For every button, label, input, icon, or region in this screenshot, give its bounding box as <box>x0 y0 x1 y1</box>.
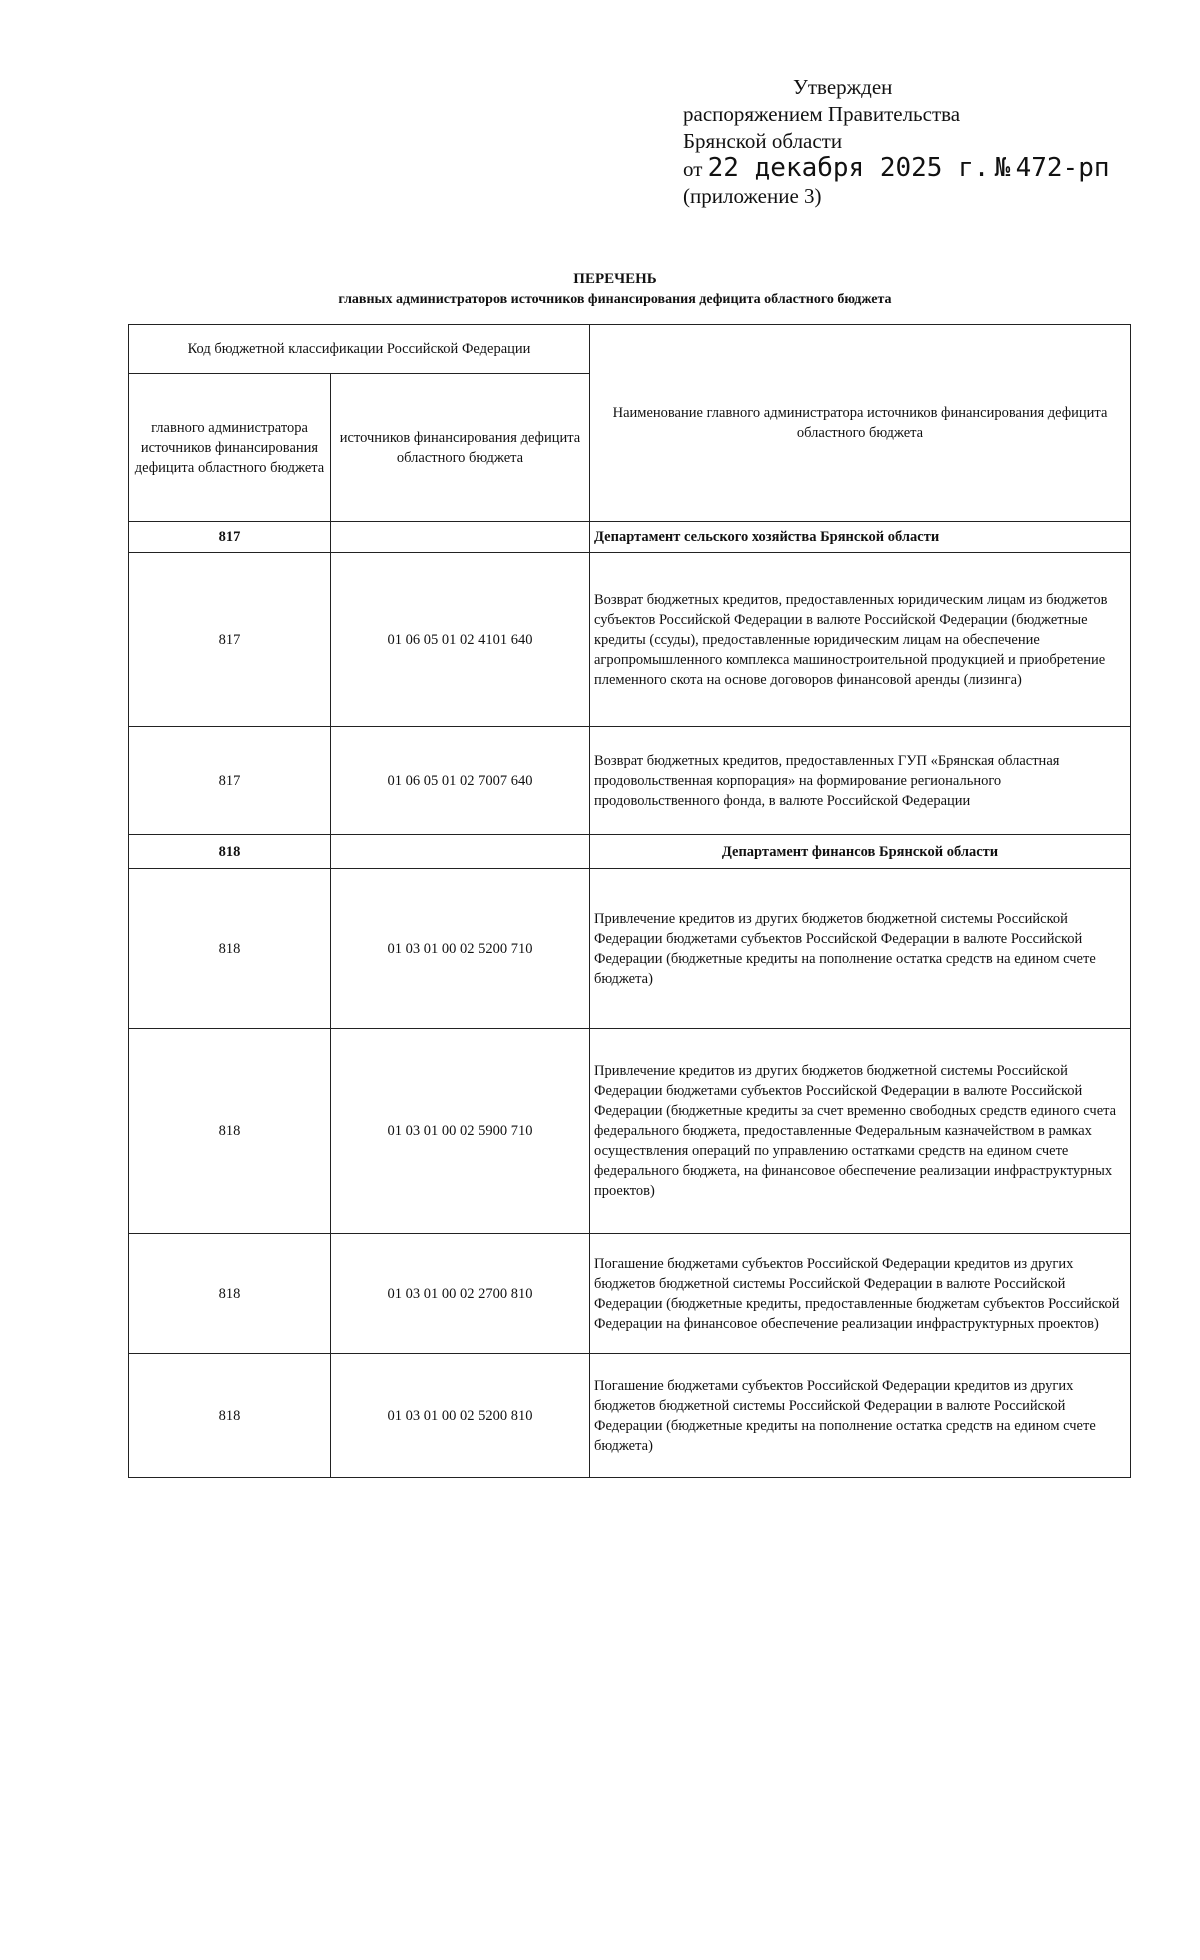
admin-code-cell: 817 <box>129 553 331 727</box>
source-column-header: источников финансирования дефицита областного бюджета <box>331 374 590 522</box>
approval-date: 22 декабря 2025 г. <box>707 153 990 183</box>
approval-line3: Брянской области <box>683 129 843 153</box>
department-row <box>129 522 1131 553</box>
table-row <box>129 553 1131 727</box>
code-group-header: Код бюджетной классификации Российской Федерации <box>129 325 590 374</box>
source-code-cell: 01 06 05 01 02 4101 640 <box>331 553 590 727</box>
table-row <box>129 1354 1131 1478</box>
approval-date-line <box>683 155 1143 183</box>
appendix-label: (приложение 3) <box>683 184 822 208</box>
name-column-header: Наименование главного администратора источников финансирования дефицита областного бюджета <box>590 325 1131 522</box>
department-row <box>129 835 1131 869</box>
admin-code-cell: 818 <box>129 1029 331 1234</box>
table-row <box>129 1029 1131 1234</box>
source-name-cell: Возврат бюджетных кредитов, предоставленных юридическим лицам из бюджетов субъектов Российской Федерации в валюте Российской Федерации (бюджетные кредиты (ссуды), предоставленные юридическим лицам на обеспечение агропромышленного комплекса машиностроительной продукцией и приобретение племенного скота на основе договоров финансовой аренды (лизинга) <box>590 553 1131 727</box>
approval-line1: Утвержден <box>793 75 893 99</box>
approval-number: 472-рп <box>1015 153 1110 183</box>
source-name-cell: Погашение бюджетами субъектов Российской Федерации кредитов из других бюджетов бюджетной системы Российской Федерации в валюте Российской Федерации (бюджетные кредиты, предоставленные бюджетам субъектов Российской Федерации на финансовое обеспечение реализации инфраструктурных проектов) <box>590 1234 1131 1354</box>
source-code-cell <box>331 522 590 553</box>
source-code-cell: 01 03 01 00 02 5200 710 <box>331 869 590 1029</box>
source-code-cell: 01 03 01 00 02 2700 810 <box>331 1234 590 1354</box>
source-code-cell <box>331 835 590 869</box>
table-body <box>129 522 1131 1478</box>
source-name-cell: Привлечение кредитов из других бюджетов бюджетной системы Российской Федерации бюджетами субъектов Российской Федерации в валюте Российской Федерации (бюджетные кредиты за счет временно свободных средств единого счета федерального бюджета, предоставленные Федеральным казначейством в рамках осуществления операций по управлению остатками средств на едином счете федерального бюджета, на финансовое обеспечение реализации инфраструктурных проектов) <box>590 1029 1131 1234</box>
document-subheading: главных администраторов источников финансирования дефицита областного бюджета <box>338 292 892 307</box>
source-name-cell: Привлечение кредитов из других бюджетов бюджетной системы Российской Федерации бюджетами субъектов Российской Федерации в валюте Российской Федерации (бюджетные кредиты на пополнение остатка средств на едином счете бюджета) <box>590 869 1131 1029</box>
source-name-cell: Возврат бюджетных кредитов, предоставленных ГУП «Брянская областная продовольственная корпорация» на формирование регионального продовольственного фонда, в валюте Российской Федерации <box>590 727 1131 835</box>
department-name-cell: Департамент финансов Брянской области <box>590 835 1131 869</box>
admin-code-cell: 818 <box>129 835 331 869</box>
table-row <box>129 727 1131 835</box>
approval-block <box>683 74 1143 210</box>
source-code-cell: 01 03 01 00 02 5200 810 <box>331 1354 590 1478</box>
source-code-cell: 01 03 01 00 02 5900 710 <box>331 1029 590 1234</box>
document-heading: ПЕРЕЧЕНЬ <box>573 271 657 287</box>
from-label: от <box>683 157 703 181</box>
admin-column-header: главного администратора источников финансирования дефицита областного бюджета <box>129 374 331 522</box>
admin-code-cell: 817 <box>129 522 331 553</box>
admin-code-cell: 818 <box>129 1234 331 1354</box>
source-name-cell: Погашение бюджетами субъектов Российской Федерации кредитов из других бюджетов бюджетной системы Российской Федерации в валюте Российской Федерации (бюджетные кредиты на пополнение остатка средств на едином счете бюджета) <box>590 1354 1131 1478</box>
department-name-cell: Департамент сельского хозяйства Брянской области <box>590 522 1131 553</box>
source-code-cell: 01 06 05 01 02 7007 640 <box>331 727 590 835</box>
sources-table <box>128 324 1131 1478</box>
approval-line2: распоряжением Правительства <box>683 102 961 126</box>
admin-code-cell: 818 <box>129 869 331 1029</box>
admin-code-cell: 818 <box>129 1354 331 1478</box>
number-sign: № <box>994 153 1011 183</box>
table-row <box>129 869 1131 1029</box>
table-row <box>129 1234 1131 1354</box>
admin-code-cell: 817 <box>129 727 331 835</box>
sources-table-wrap <box>128 324 1130 1478</box>
